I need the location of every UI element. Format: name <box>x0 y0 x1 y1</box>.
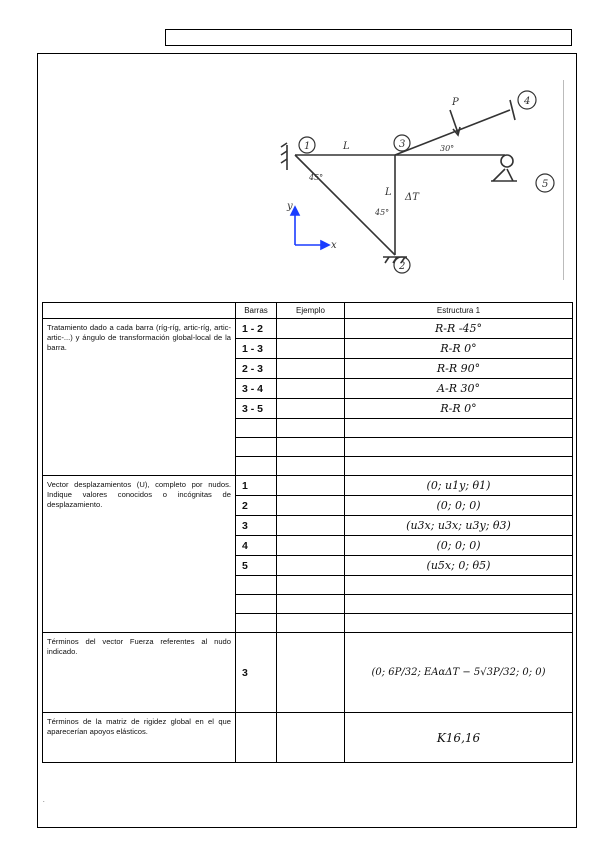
y-axis-label: y <box>287 201 293 212</box>
s1-bar: 1 - 3 <box>236 339 277 359</box>
s1-bar: 3 - 4 <box>236 379 277 399</box>
header-desc <box>43 303 236 319</box>
section3-desc: Términos del vector Fuerza referentes al nudo indicado. <box>43 633 236 713</box>
load-label: P <box>452 97 459 108</box>
x-axis-label: x <box>331 240 337 251</box>
s1-value: R-R -45° <box>345 319 573 339</box>
structure-diagram <box>265 85 575 285</box>
angle-45-label-a: 45° <box>309 173 324 182</box>
section1-desc: Tratamiento dado a cada barra (ríg-ríg, artic-ríg, artic-artic-...) y ángulo de transformación global-local de la barra. <box>43 319 236 476</box>
s2-node: 1 <box>236 476 277 496</box>
length-label-1: L <box>343 141 350 152</box>
section2-desc: Vector desplazamientos (U), completo por nudos. Indique valores conocidos o incógnitas de desplazamiento. <box>43 476 236 633</box>
s2-node: 2 <box>236 496 277 516</box>
s1-ejemplo <box>277 399 345 419</box>
length-label-2: L <box>385 187 392 198</box>
header-ejemplo: Ejemplo <box>277 303 345 319</box>
s2-ejemplo <box>277 516 345 536</box>
node-5-label: 5 <box>542 179 549 190</box>
s3-value: (0; 6P/32; EAαΔT − 5√3P/32; 0; 0) <box>345 633 573 713</box>
s1-bar: 2 - 3 <box>236 359 277 379</box>
s2-node: 4 <box>236 536 277 556</box>
s2-ejemplo <box>277 536 345 556</box>
s3-node: 3 <box>236 633 277 713</box>
s1-value: R-R 0° <box>345 339 573 359</box>
s2-value: (u3x; u3x; u3y; θ3) <box>345 516 573 536</box>
support-5 <box>501 155 513 167</box>
s2-value: (0; 0; 0) <box>345 496 573 516</box>
s2-ejemplo <box>277 476 345 496</box>
node-3-label: 3 <box>399 139 406 150</box>
s4-ejemplo <box>277 713 345 763</box>
s1-ejemplo <box>277 359 345 379</box>
header-barras: Barras <box>236 303 277 319</box>
s1-bar: 1 - 2 <box>236 319 277 339</box>
s2-value: (0; 0; 0) <box>345 536 573 556</box>
s3-ejemplo <box>277 633 345 713</box>
header-box <box>165 29 572 46</box>
s2-node: 5 <box>236 556 277 576</box>
s1-value: R-R 90° <box>345 359 573 379</box>
s1-ejemplo <box>277 319 345 339</box>
s2-value: (u5x; 0; θ5) <box>345 556 573 576</box>
header-estructura: Estructura 1 <box>345 303 573 319</box>
s1-value: R-R 0° <box>345 399 573 419</box>
delta-t-label: ΔT <box>405 192 419 203</box>
s2-ejemplo <box>277 496 345 516</box>
footer-mark: . <box>43 798 45 804</box>
s2-ejemplo <box>277 556 345 576</box>
header-row <box>43 303 573 319</box>
s1-ejemplo <box>277 379 345 399</box>
support-4 <box>510 100 515 120</box>
results-table <box>42 302 573 763</box>
s1-bar: 3 - 5 <box>236 399 277 419</box>
beam-1-2 <box>295 155 395 255</box>
s4-value: K16,16 <box>345 713 573 763</box>
s2-node: 3 <box>236 516 277 536</box>
node-2-label: 2 <box>399 261 406 272</box>
s1-ejemplo <box>277 339 345 359</box>
s2-value: (0; u1y; θ1) <box>345 476 573 496</box>
angle-45-label-b: 45° <box>375 208 390 217</box>
node-1-label: 1 <box>304 141 311 152</box>
s1-value: A-R 30° <box>345 379 573 399</box>
section4-desc: Términos de la matriz de rigidez global en el que aparecerían apoyos elásticos. <box>43 713 236 763</box>
node-4-label: 4 <box>524 96 531 107</box>
s4-bar <box>236 713 277 763</box>
angle-30-label: 30° <box>440 144 455 153</box>
